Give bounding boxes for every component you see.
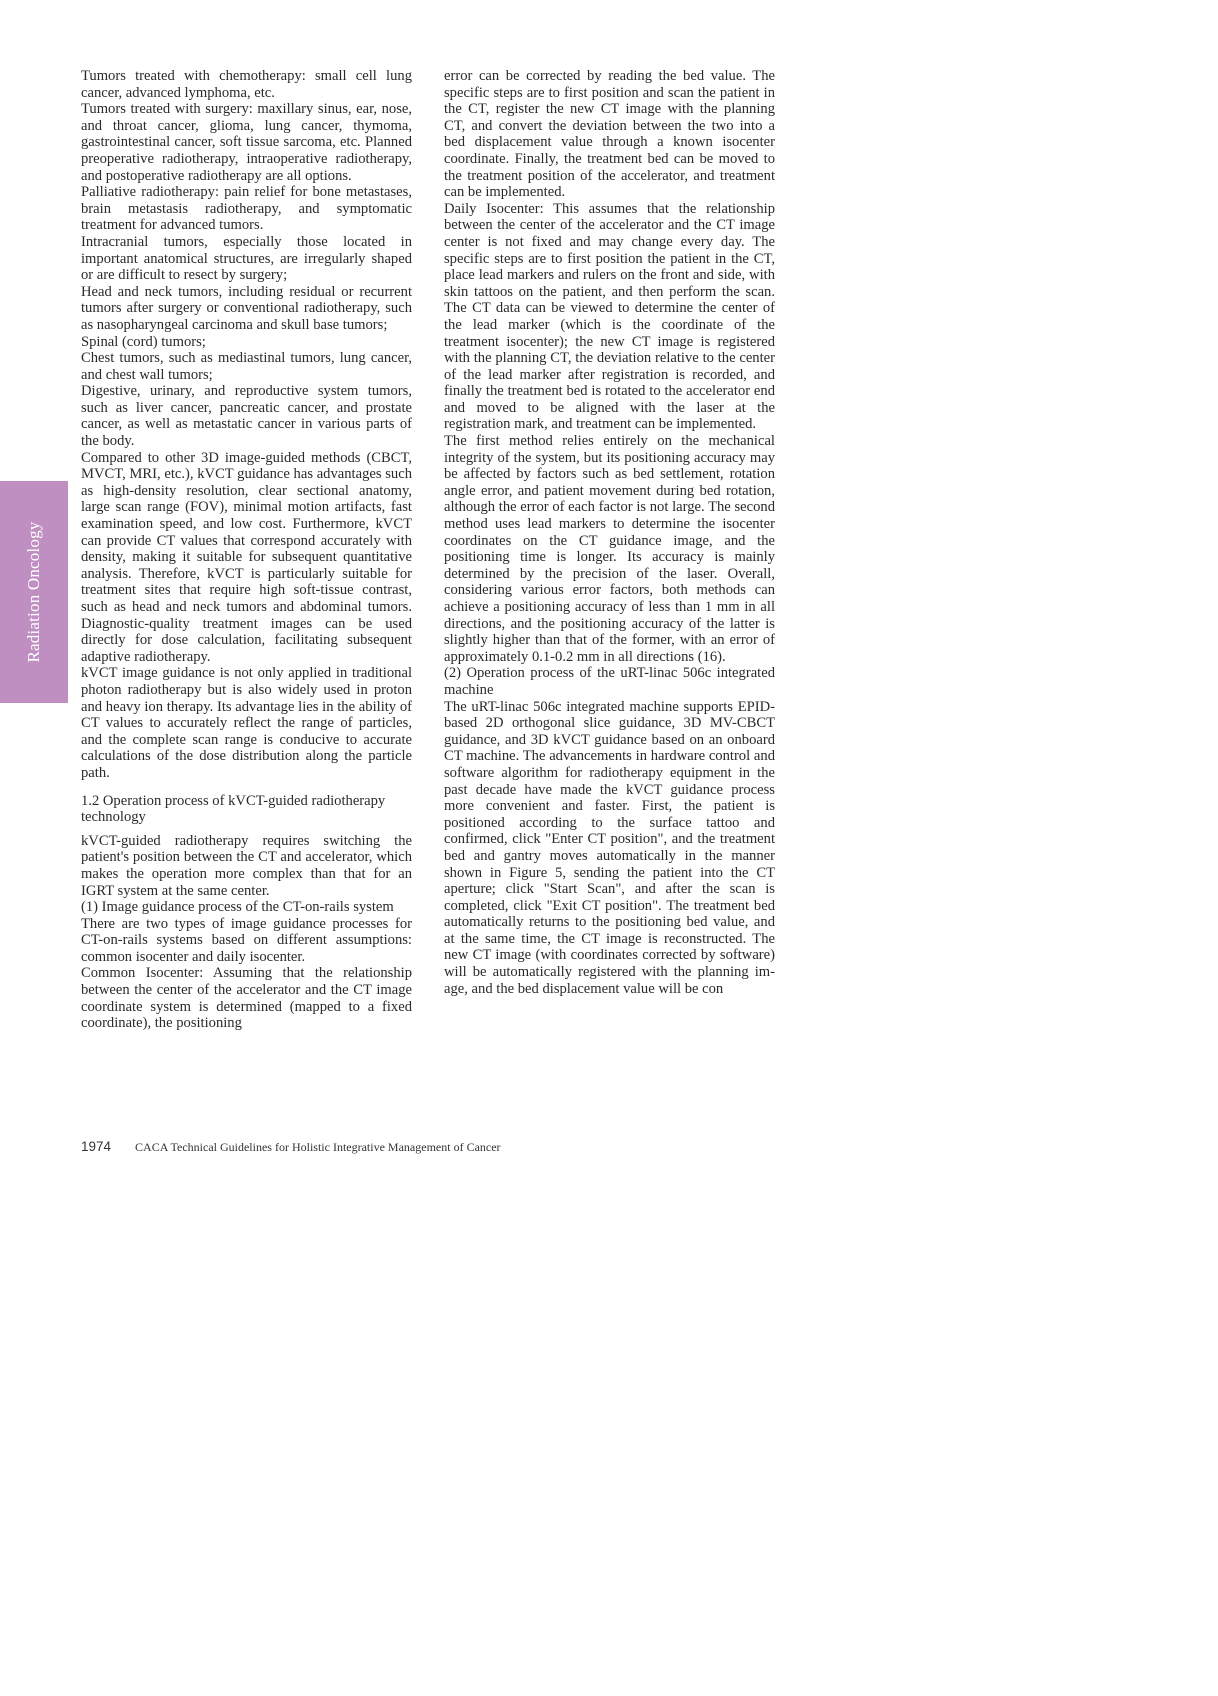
paragraph: error can be corrected by reading the bed value. The specific steps are to first position and scan the patient in the CT, register the new CT image with the planning CT, and convert the deviation between the two into a bed displacement value through a known isocenter coordinate. Finally, the treatment bed can be moved to the treatment position of the accelerator, and treatment can be implemented. <box>444 68 775 201</box>
page-footer <box>81 1138 501 1156</box>
running-title: CACA Technical Guidelines for Holistic Integrative Management of Cancer <box>135 1140 501 1154</box>
paragraph: kVCT image guidance is not only applied in traditional photon radiotherapy but is also widely used in proton and heavy ion therapy. Its advantage lies in the ability of CT values to accurately reflect the range of particles, and the complete scan range is conducive to accurate calculations of the dose distribution along the particle path. <box>81 665 412 781</box>
paragraph: Spinal (cord) tumors; <box>81 333 206 350</box>
paragraph: Head and neck tumors, including residual or recurrent tumors after surgery or conventional radiotherapy, such as nasopharyngeal carcinoma and skull base tumors; <box>81 283 412 333</box>
paragraph: Tumors treated with surgery: maxillary sinus, ear, nose, and throat cancer, glioma, lung cancer, thymoma, gastrointestinal cancer, soft tissue sarcoma, etc. Planned preoperative radiotherapy, intraoperative radiotherapy, and postoperative radiotherapy are all options. <box>81 101 412 184</box>
right-text-column <box>444 68 775 997</box>
paragraph: Daily Isocenter: This assumes that the relationship between the center of the accelerator and the CT image center is not fixed and may change every day. The specific steps are to first position the patient in the CT, place lead markers and rulers on the front and side, with skin tattoos on the patient, and then perform the scan. The CT data can be viewed to determine the center of the lead marker (which is the coordinate of the treatment isocenter); the new CT image is registered with the planning CT, the deviation relative to the center of the lead marker after registration is recorded, and finally the treatment bed is rotated to the accelerator end and moved to be aligned with the laser at the registration mark, and treatment can be implemented. <box>444 200 775 433</box>
paragraph: Intracranial tumors, especially those located in important anatomical structures, are irregularly shaped or are difficult to resect by surgery; <box>81 233 412 284</box>
paragraph: Digestive, urinary, and reproductive system tumors, such as liver cancer, pancreatic cancer, and prostate cancer, as well as metastatic cancer in various parts of the body. <box>81 383 412 450</box>
section-heading: 1.2 Operation process of kVCT-guided radiotherapy technology <box>81 792 386 826</box>
page-number: 1974 <box>81 1139 112 1154</box>
paragraph: (1) Image guidance process of the CT-on-rails system <box>81 899 394 916</box>
paragraph: The first method relies entirely on the mechanical integrity of the system, but its positioning accuracy may be affected by factors such as bed settlement, rotation angle error, and patient movement during bed rotation, although the error of each factor is not large. The second method uses lead markers to determine the isocenter coordinates on the CT guidance image, and the positioning time is longer. Its accuracy is mainly determined by the precision of the laser. Overall, considering various error factors, both methods can achieve a positioning accuracy of less than 1 mm in all directions, and the positioning accuracy of the latter is slightly higher than that of the former, with an error of approximately 0.1-0.2 mm in all directions (16). <box>444 433 775 665</box>
section-side-tab-label: Radiation Oncology <box>24 521 43 663</box>
paragraph: kVCT-guided radiotherapy requires switching the patient's position between the CT and accelerator, which makes the operation more complex than that for an IGRT system at the same center. <box>81 832 412 899</box>
section-side-tab <box>0 481 68 703</box>
paragraph: There are two types of image guidance processes for CT-on-rails systems based on different assumptions: common isocenter and daily isocenter. <box>81 915 412 965</box>
paragraph: Chest tumors, such as mediastinal tumors, lung cancer, and chest wall tumors; <box>81 350 412 383</box>
paragraph: Common Isocenter: Assuming that the relationship between the center of the accelerator and the CT image coordinate system is determined (mapped to a fixed coordinate), the positioning <box>81 965 412 1032</box>
left-text-column <box>81 68 412 1032</box>
paragraph: (2) Operation process of the uRT-linac 506c integrated machine <box>444 665 775 698</box>
paragraph: The uRT-linac 506c integrated machine supports EPID-based 2D orthogonal slice guidance, 3D MV-CBCT guidance, and 3D kVCT guidance based on an onboard CT machine. The advancements in hardware control and software algorithm for radiotherapy equipment in the past decade have made the kVCT guidance process more convenient and faster. First, the patient is positioned according to the surface tattoo and confirmed, click "Enter CT position", and the treatment bed and gantry moves automatically in the manner shown in Figure 5, sending the patient into the CT aperture; click "Start Scan", and after the scan is completed, click "Exit CT position". The treatment bed automatically returns to the positioning bed value, and at the same time, the CT image is reconstructed. The new CT image (with coordinates corrected by software) will be automatically registered with the planning image, and the bed displacement value will be con <box>444 698 775 997</box>
paragraph: Tumors treated with chemotherapy: small cell lung cancer, advanced lymphoma, etc. <box>81 68 412 101</box>
paragraph: Palliative radiotherapy: pain relief for bone metastases, brain metastasis radiotherapy, and symptomatic treatment for advanced tumors. <box>81 184 412 234</box>
paragraph: Compared to other 3D image-guided methods (CBCT, MVCT, MRI, etc.), kVCT guidance has advantages such as high-density resolution, clear sectional anatomy, large scan range (FOV), minimal motion artifacts, fast examination speed, and low cost. Furthermore, kVCT can provide CT values that correspond accurately with density, making it suitable for subsequent quantitative analysis. Therefore, kVCT is particularly suitable for treatment sites that require high soft-tissue contrast, such as head and neck tumors and abdominal tumors. Diagnostic-quality treatment images can be used directly for dose calculation, facilitating subsequent adaptive radiotherapy. <box>81 449 412 665</box>
